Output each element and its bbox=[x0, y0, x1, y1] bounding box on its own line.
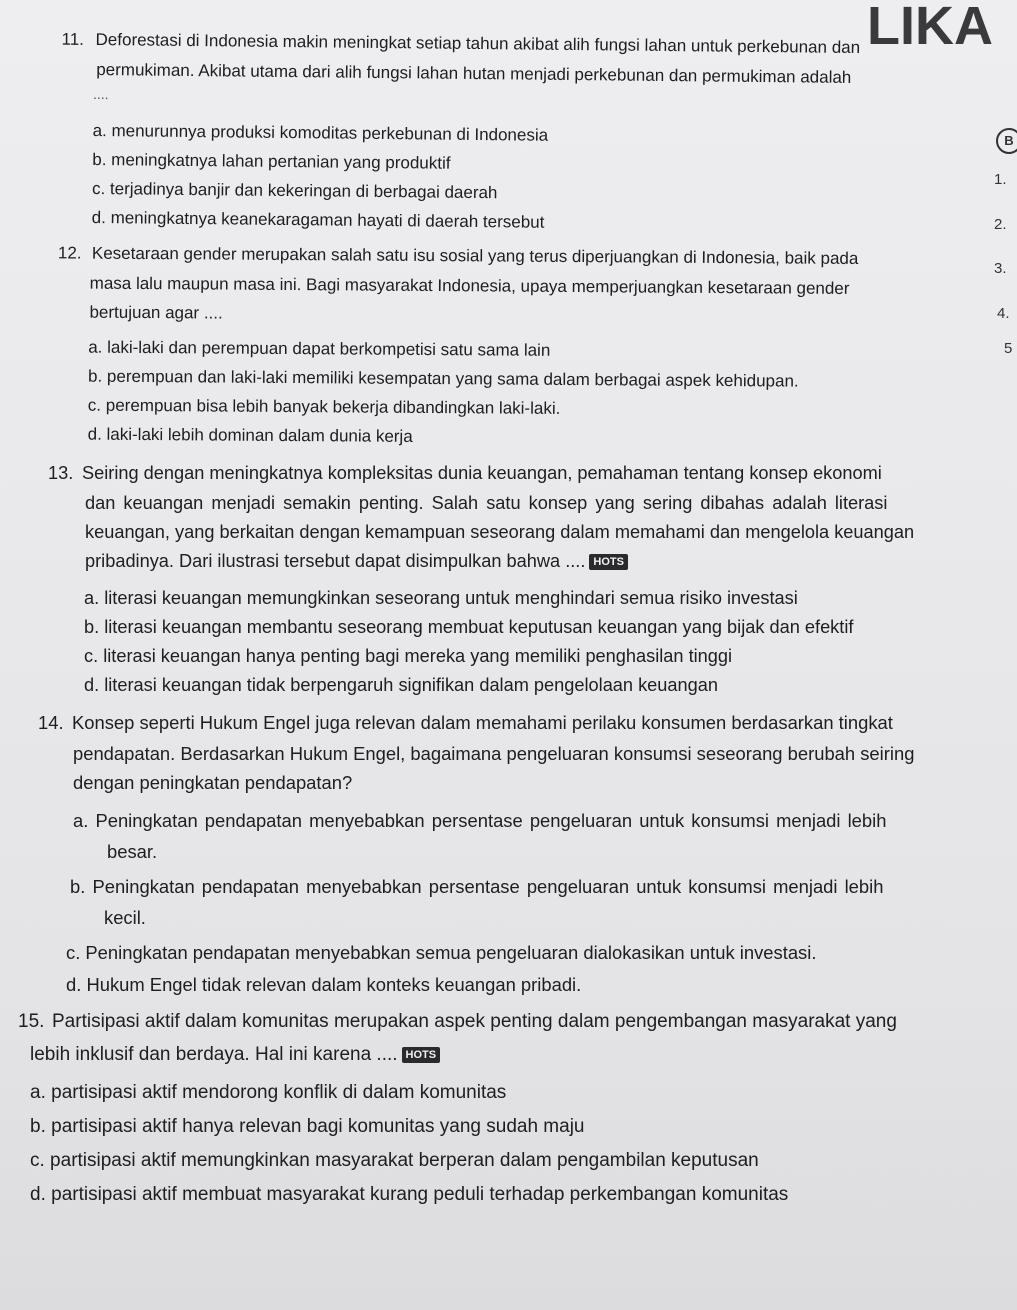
q11-option-a[interactable]: a. menurunnya produksi komoditas perkebunan di Indonesia bbox=[92, 120, 549, 145]
q14-option-c[interactable]: c. Peningkatan pendapatan menyebabkan semua pengeluaran dialokasikan untuk investasi. bbox=[66, 942, 817, 963]
side-number-4: 4. bbox=[997, 305, 1010, 322]
q13-option-b[interactable]: b. literasi keuangan membantu seseorang membuat keputusan keuangan yang bijak dan efektif bbox=[84, 617, 854, 637]
question-number: 14. bbox=[38, 712, 64, 733]
question-number: 15. bbox=[18, 1011, 45, 1032]
question-14-line-3: dengan peningkatan pendapatan? bbox=[73, 772, 353, 793]
question-11-line-1: 11. Deforestasi di Indonesia makin meningkat setiap tahun akibat alih fungsi lahan untuk perkebunan dan bbox=[61, 27, 860, 61]
side-number-5: 5 bbox=[1004, 340, 1013, 357]
q12-option-a[interactable]: a. laki-laki dan perempuan dapat berkompetisi satu sama lain bbox=[88, 337, 551, 360]
question-12 bbox=[0, 0, 1017, 477]
question-12-line-3: bertujuan agar .... bbox=[89, 302, 223, 323]
side-number-1: 1. bbox=[994, 171, 1007, 188]
q14-option-a-cont: besar. bbox=[107, 841, 158, 862]
hots-badge: HOTS bbox=[589, 554, 628, 570]
question-11-dots: .... bbox=[92, 85, 109, 103]
q13-option-a[interactable]: a. literasi keuangan memungkinkan seseorang untuk menghindari semua risiko investasi bbox=[84, 588, 798, 608]
q15-option-d[interactable]: d. partisipasi aktif membuat masyarakat kurang peduli terhadap perkembangan komunitas bbox=[30, 1184, 789, 1205]
question-13-line-4: pribadinya. Dari ilustrasi tersebut dapat disimpulkan bahwa .... HOTS bbox=[85, 548, 628, 574]
question-12-line-1: 12. Kesetaraan gender merupakan salah satu isu sosial yang terus diperjuangkan di Indonesia, baik pada bbox=[58, 240, 859, 272]
question-number: 12. bbox=[57, 243, 82, 263]
question-13-line-3: keuangan, yang berkaitan dengan kemampuan seseorang dalam memahami dan mengelola keuangan bbox=[85, 522, 915, 542]
q12-option-b[interactable]: b. perempuan dan laki-laki memiliki kesempatan yang sama dalam berbagai aspek kehidupan. bbox=[87, 366, 799, 391]
question-14-line-1: 14. Konsep seperti Hukum Engel juga relevan dalam memahami perilaku konsumen berdasarkan tingkat bbox=[38, 710, 893, 736]
q13-option-c[interactable]: c. literasi keuangan hanya penting bagi mereka yang memiliki penghasilan tinggi bbox=[84, 646, 733, 666]
side-number-2: 2. bbox=[994, 216, 1007, 233]
side-circled-letter: B bbox=[996, 128, 1017, 154]
side-number-3: 3. bbox=[994, 260, 1007, 277]
question-15-line-2: lebih inklusif dan berdaya. Hal ini karena .... HOTS bbox=[30, 1042, 440, 1068]
q11-option-c[interactable]: c. terjadinya banjir dan kekeringan di berbagai daerah bbox=[91, 178, 498, 203]
q13-option-d[interactable]: d. literasi keuangan tidak berpengaruh signifikan dalam pengelolaan keuangan bbox=[84, 675, 718, 695]
corner-heading-text: LIKA bbox=[867, 0, 993, 50]
q12-option-c[interactable]: c. perempuan bisa lebih banyak bekerja dibandingkan laki-laki. bbox=[87, 395, 561, 418]
q14-option-d[interactable]: d. Hukum Engel tidak relevan dalam konteks keuangan pribadi. bbox=[66, 974, 582, 995]
question-number: 13. bbox=[48, 463, 74, 483]
question-number: 11. bbox=[61, 29, 85, 49]
question-15-line-1: 15. Partisipasi aktif dalam komunitas merupakan aspek penting dalam pengembangan masyarakat yang bbox=[18, 1009, 897, 1035]
question-13-line-2: dan keuangan menjadi semakin penting. Salah satu konsep yang sering dibahas adalah literasi bbox=[85, 493, 888, 513]
q15-option-c[interactable]: c. partisipasi aktif memungkinkan masyarakat berperan dalam pengambilan keputusan bbox=[30, 1150, 759, 1171]
question-11-line-2: permukiman. Akibat utama dari alih fungsi lahan hutan menjadi perkebunan dan permukiman adalah bbox=[96, 60, 852, 87]
q11-option-d[interactable]: d. meningkatnya keanekaragaman hayati di daerah tersebut bbox=[91, 207, 545, 232]
q12-option-d[interactable]: d. laki-laki lebih dominan dalam dunia kerja bbox=[87, 424, 413, 446]
q14-option-b-cont: kecil. bbox=[104, 907, 146, 928]
question-12-line-2: masa lalu maupun masa ini. Bagi masyarakat Indonesia, upaya memperjuangkan kesetaraan gender bbox=[89, 273, 850, 298]
q14-option-b[interactable]: b. Peningkatan pendapatan menyebabkan persentase pengeluaran untuk konsumsi menjadi lebih bbox=[70, 876, 884, 897]
q15-option-a[interactable]: a. partisipasi aktif mendorong konflik di dalam komunitas bbox=[30, 1082, 507, 1103]
q15-option-b[interactable]: b. partisipasi aktif hanya relevan bagi komunitas yang sudah maju bbox=[30, 1116, 585, 1137]
q11-option-b[interactable]: b. meningkatnya lahan pertanian yang produktif bbox=[92, 149, 451, 173]
question-14-line-2: pendapatan. Berdasarkan Hukum Engel, bagaimana pengeluaran konsumsi seseorang berubah seiring bbox=[73, 743, 915, 764]
question-13-line-1: 13. Seiring dengan meningkatnya kompleksitas dunia keuangan, pemahaman tentang konsep ekonomi bbox=[48, 460, 882, 486]
q14-option-a[interactable]: a. Peningkatan pendapatan menyebabkan persentase pengeluaran untuk konsumsi menjadi lebih bbox=[73, 810, 887, 831]
hots-badge: HOTS bbox=[402, 1047, 441, 1063]
